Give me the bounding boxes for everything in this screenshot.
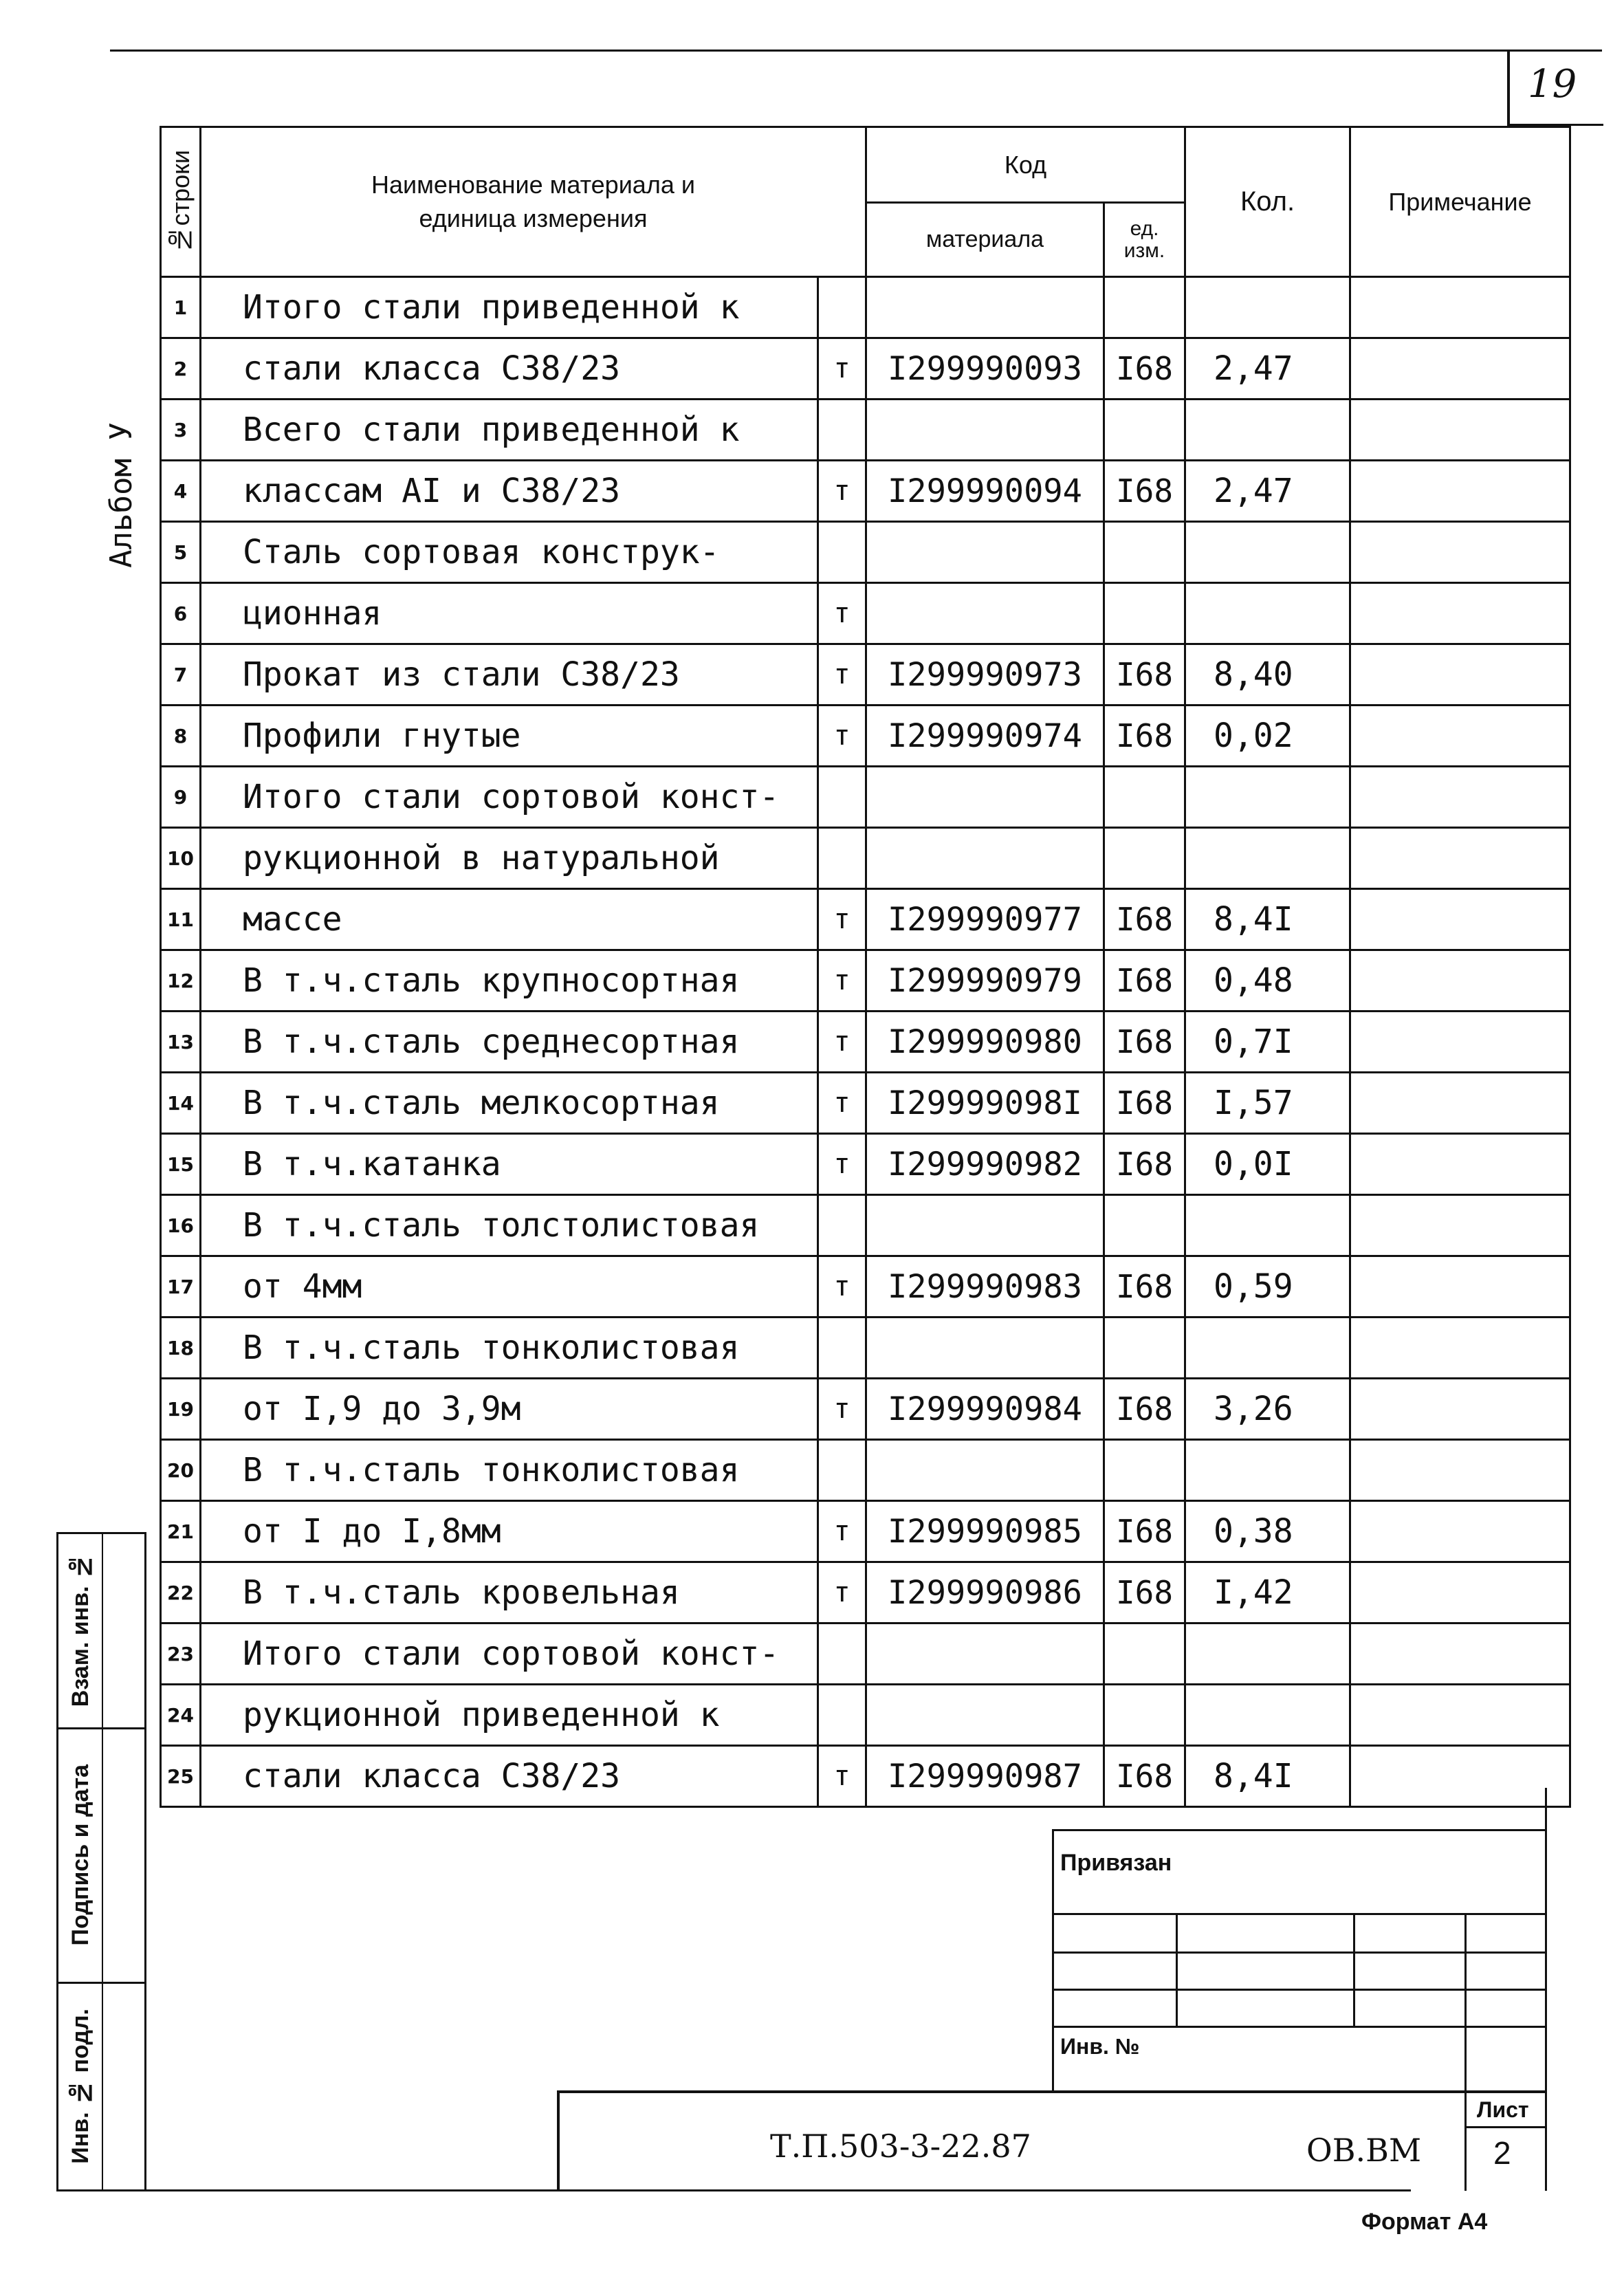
row-measure: I68 bbox=[1104, 461, 1185, 522]
row-name: от I,9 до 3,9м bbox=[201, 1379, 818, 1440]
title-sheet-divider-h bbox=[1464, 2126, 1547, 2128]
row-name: В т.ч.сталь кровельная bbox=[201, 1562, 818, 1623]
format-label: Формат А4 bbox=[1361, 2209, 1488, 2235]
row-code: I299990980 bbox=[866, 1012, 1104, 1073]
row-qty bbox=[1185, 1195, 1350, 1256]
sheet-label: Лист bbox=[1477, 2097, 1529, 2122]
title-left bbox=[557, 2090, 560, 2191]
row-measure bbox=[1104, 400, 1185, 461]
row-unit: т bbox=[818, 338, 866, 400]
row-measure: I68 bbox=[1104, 1501, 1185, 1562]
table-row bbox=[161, 889, 1570, 950]
row-name: В т.ч.сталь мелкосортная bbox=[201, 1073, 818, 1134]
row-note bbox=[1350, 950, 1570, 1012]
row-code: I299990984 bbox=[866, 1379, 1104, 1440]
table-row bbox=[161, 706, 1570, 767]
row-code bbox=[866, 1195, 1104, 1256]
row-code: I299990977 bbox=[866, 889, 1104, 950]
privyazan-v3 bbox=[1464, 1913, 1467, 2090]
privyazan-h3 bbox=[1052, 1989, 1547, 1991]
row-number: 14 bbox=[161, 1073, 201, 1134]
row-unit: т bbox=[818, 1134, 866, 1195]
table-body bbox=[161, 277, 1570, 1807]
row-name: стали класса С38/23 bbox=[201, 1746, 818, 1807]
row-measure: I68 bbox=[1104, 644, 1185, 706]
row-name: В т.ч.сталь тонколистовая bbox=[201, 1318, 818, 1379]
row-note bbox=[1350, 1562, 1570, 1623]
top-rule bbox=[110, 50, 1602, 52]
row-unit: т bbox=[818, 1012, 866, 1073]
row-code: I29999098I bbox=[866, 1073, 1104, 1134]
row-number: 10 bbox=[161, 828, 201, 889]
row-qty: 2,47 bbox=[1185, 338, 1350, 400]
privyazan-h2 bbox=[1052, 1952, 1547, 1954]
privyazan-h1 bbox=[1052, 1913, 1547, 1915]
header-row-no-text: №строки bbox=[166, 149, 195, 254]
row-note bbox=[1350, 1440, 1570, 1501]
row-note bbox=[1350, 1501, 1570, 1562]
row-measure bbox=[1104, 1623, 1185, 1685]
row-measure: I68 bbox=[1104, 1379, 1185, 1440]
privyazan-h4 bbox=[1052, 2026, 1547, 2028]
row-note bbox=[1350, 767, 1570, 828]
row-name: Прокат из стали С38/23 bbox=[201, 644, 818, 706]
row-name: стали класса С38/23 bbox=[201, 338, 818, 400]
row-note bbox=[1350, 1256, 1570, 1318]
table-row bbox=[161, 1073, 1570, 1134]
row-qty: 0,48 bbox=[1185, 950, 1350, 1012]
side-stamp-podpis bbox=[59, 1730, 102, 1980]
row-qty: 0,02 bbox=[1185, 706, 1350, 767]
row-number: 19 bbox=[161, 1379, 201, 1440]
table-row bbox=[161, 1562, 1570, 1623]
side-stamp-divider-2 bbox=[56, 1982, 146, 1984]
sheet-corner-number: 19 bbox=[1528, 62, 1577, 107]
row-name: Всего стали приведенной к bbox=[201, 400, 818, 461]
header-code-material: материала bbox=[866, 203, 1104, 277]
table-row bbox=[161, 338, 1570, 400]
corner-box-left bbox=[1507, 50, 1510, 125]
table-row bbox=[161, 1685, 1570, 1746]
row-name: рукционной приведенной к bbox=[201, 1685, 818, 1746]
row-qty bbox=[1185, 828, 1350, 889]
row-number: 9 bbox=[161, 767, 201, 828]
row-note bbox=[1350, 1746, 1570, 1807]
row-code: I299990982 bbox=[866, 1134, 1104, 1195]
row-unit bbox=[818, 400, 866, 461]
table-row bbox=[161, 1501, 1570, 1562]
row-unit bbox=[818, 1440, 866, 1501]
row-unit: т bbox=[818, 583, 866, 644]
row-note bbox=[1350, 1195, 1570, 1256]
row-code bbox=[866, 1318, 1104, 1379]
row-note bbox=[1350, 1073, 1570, 1134]
side-stamp-divider-1 bbox=[56, 1727, 146, 1729]
table-row bbox=[161, 1746, 1570, 1807]
row-code bbox=[866, 1440, 1104, 1501]
row-code: I299990987 bbox=[866, 1746, 1104, 1807]
row-qty: 3,26 bbox=[1185, 1379, 1350, 1440]
material-spec-table bbox=[160, 126, 1571, 1808]
table-row bbox=[161, 1134, 1570, 1195]
row-note bbox=[1350, 461, 1570, 522]
row-qty: 0,59 bbox=[1185, 1256, 1350, 1318]
row-number: 17 bbox=[161, 1256, 201, 1318]
row-qty bbox=[1185, 1318, 1350, 1379]
title-top bbox=[557, 2090, 1547, 2093]
privyazan-v2 bbox=[1353, 1913, 1355, 2026]
row-qty: 8,4I bbox=[1185, 889, 1350, 950]
row-qty bbox=[1185, 1440, 1350, 1501]
row-code: I299990974 bbox=[866, 706, 1104, 767]
row-note bbox=[1350, 889, 1570, 950]
row-note bbox=[1350, 583, 1570, 644]
row-name: массе bbox=[201, 889, 818, 950]
row-qty bbox=[1185, 1685, 1350, 1746]
table-row bbox=[161, 461, 1570, 522]
row-code bbox=[866, 1623, 1104, 1685]
table-row bbox=[161, 583, 1570, 644]
row-unit: т bbox=[818, 1256, 866, 1318]
row-unit: т bbox=[818, 706, 866, 767]
table-row bbox=[161, 828, 1570, 889]
title-designation: Т.П.503-3-22.87 bbox=[770, 2128, 1031, 2165]
row-number: 20 bbox=[161, 1440, 201, 1501]
row-note bbox=[1350, 1685, 1570, 1746]
row-number: 21 bbox=[161, 1501, 201, 1562]
table-row bbox=[161, 1256, 1570, 1318]
row-unit: т bbox=[818, 1746, 866, 1807]
table-row bbox=[161, 1379, 1570, 1440]
row-name: Итого стали сортовой конст- bbox=[201, 1623, 818, 1685]
table-row bbox=[161, 1195, 1570, 1256]
row-number: 18 bbox=[161, 1318, 201, 1379]
album-label bbox=[100, 385, 142, 605]
row-number: 2 bbox=[161, 338, 201, 400]
row-note bbox=[1350, 338, 1570, 400]
table-row bbox=[161, 950, 1570, 1012]
row-note bbox=[1350, 522, 1570, 583]
row-note bbox=[1350, 1134, 1570, 1195]
row-number: 7 bbox=[161, 644, 201, 706]
row-code: I299990093 bbox=[866, 338, 1104, 400]
row-number: 1 bbox=[161, 277, 201, 338]
header-note: Примечание bbox=[1350, 127, 1570, 277]
table-row bbox=[161, 277, 1570, 338]
row-measure bbox=[1104, 767, 1185, 828]
row-number: 11 bbox=[161, 889, 201, 950]
row-qty bbox=[1185, 400, 1350, 461]
row-measure: I68 bbox=[1104, 1012, 1185, 1073]
row-unit bbox=[818, 1685, 866, 1746]
row-qty: 0,7I bbox=[1185, 1012, 1350, 1073]
row-number: 22 bbox=[161, 1562, 201, 1623]
row-note bbox=[1350, 277, 1570, 338]
side-stamp-inner-line bbox=[102, 1532, 103, 2191]
row-measure: I68 bbox=[1104, 889, 1185, 950]
row-unit bbox=[818, 1318, 866, 1379]
row-unit: т bbox=[818, 950, 866, 1012]
side-stamp-top bbox=[56, 1532, 146, 1534]
row-code bbox=[866, 767, 1104, 828]
privyazan-v1 bbox=[1176, 1913, 1178, 2026]
side-stamp-vzam-text: Взам. инв. № bbox=[67, 1553, 94, 1707]
table-row bbox=[161, 1623, 1570, 1685]
header-qty: Кол. bbox=[1185, 127, 1350, 277]
row-unit: т bbox=[818, 644, 866, 706]
row-number: 12 bbox=[161, 950, 201, 1012]
row-number: 3 bbox=[161, 400, 201, 461]
row-name: Итого стали сортовой конст- bbox=[201, 767, 818, 828]
row-measure bbox=[1104, 583, 1185, 644]
row-number: 5 bbox=[161, 522, 201, 583]
row-note bbox=[1350, 828, 1570, 889]
row-name: рукционной в натуральной bbox=[201, 828, 818, 889]
row-unit: т bbox=[818, 1501, 866, 1562]
row-note bbox=[1350, 1379, 1570, 1440]
row-measure: I68 bbox=[1104, 338, 1185, 400]
row-unit: т bbox=[818, 889, 866, 950]
row-code: I299990985 bbox=[866, 1501, 1104, 1562]
row-qty bbox=[1185, 583, 1350, 644]
row-name: В т.ч.сталь крупносортная bbox=[201, 950, 818, 1012]
row-measure: I68 bbox=[1104, 706, 1185, 767]
row-measure bbox=[1104, 1195, 1185, 1256]
row-qty: I,57 bbox=[1185, 1073, 1350, 1134]
row-unit bbox=[818, 277, 866, 338]
row-unit bbox=[818, 828, 866, 889]
row-number: 4 bbox=[161, 461, 201, 522]
row-measure bbox=[1104, 1685, 1185, 1746]
privyazan-label: Привязан bbox=[1060, 1850, 1172, 1876]
row-qty bbox=[1185, 1623, 1350, 1685]
sheet-number: 2 bbox=[1493, 2135, 1511, 2171]
row-number: 15 bbox=[161, 1134, 201, 1195]
row-number: 24 bbox=[161, 1685, 201, 1746]
row-name: В т.ч.сталь среднесортная bbox=[201, 1012, 818, 1073]
row-qty: 0,38 bbox=[1185, 1501, 1350, 1562]
table-row bbox=[161, 400, 1570, 461]
title-code: ОВ.ВМ bbox=[1306, 2132, 1422, 2169]
row-name: В т.ч.сталь тонколистовая bbox=[201, 1440, 818, 1501]
row-note bbox=[1350, 1623, 1570, 1685]
row-code bbox=[866, 1685, 1104, 1746]
header-name bbox=[201, 127, 866, 277]
table-row bbox=[161, 1318, 1570, 1379]
row-unit: т bbox=[818, 1562, 866, 1623]
table-row bbox=[161, 1012, 1570, 1073]
row-number: 13 bbox=[161, 1012, 201, 1073]
row-qty: 0,0I bbox=[1185, 1134, 1350, 1195]
side-stamp-inv-podl-text: Инв. № подл. bbox=[67, 2009, 94, 2164]
privyazan-top bbox=[1052, 1829, 1547, 1831]
row-note bbox=[1350, 1318, 1570, 1379]
row-code bbox=[866, 583, 1104, 644]
row-number: 8 bbox=[161, 706, 201, 767]
table-row bbox=[161, 1440, 1570, 1501]
table-row bbox=[161, 522, 1570, 583]
row-code bbox=[866, 828, 1104, 889]
row-qty bbox=[1185, 522, 1350, 583]
row-unit: т bbox=[818, 461, 866, 522]
row-measure bbox=[1104, 1440, 1185, 1501]
row-measure: I68 bbox=[1104, 1134, 1185, 1195]
row-name: Сталь сортовая конструк- bbox=[201, 522, 818, 583]
side-stamp-left bbox=[56, 1532, 58, 2191]
row-note bbox=[1350, 400, 1570, 461]
row-name: Итого стали приведенной к bbox=[201, 277, 818, 338]
header-row-no bbox=[161, 127, 201, 277]
row-unit: т bbox=[818, 1073, 866, 1134]
row-code: I299990979 bbox=[866, 950, 1104, 1012]
row-note bbox=[1350, 706, 1570, 767]
row-name: ционная bbox=[201, 583, 818, 644]
row-measure: I68 bbox=[1104, 1073, 1185, 1134]
row-code bbox=[866, 277, 1104, 338]
row-measure: I68 bbox=[1104, 1562, 1185, 1623]
header-code-group: Код bbox=[866, 127, 1185, 203]
row-number: 16 bbox=[161, 1195, 201, 1256]
row-measure bbox=[1104, 522, 1185, 583]
row-number: 6 bbox=[161, 583, 201, 644]
row-name: от 4мм bbox=[201, 1256, 818, 1318]
row-number: 23 bbox=[161, 1623, 201, 1685]
row-code: I299990983 bbox=[866, 1256, 1104, 1318]
side-stamp-podpis-text: Подпись и дата bbox=[67, 1764, 94, 1946]
album-label-text: Альбом У bbox=[103, 422, 139, 568]
row-name: В т.ч.катанка bbox=[201, 1134, 818, 1195]
row-name: от I до I,8мм bbox=[201, 1501, 818, 1562]
inv-no-label: Инв. № bbox=[1060, 2034, 1140, 2059]
row-unit bbox=[818, 1623, 866, 1685]
row-unit bbox=[818, 767, 866, 828]
row-qty: 2,47 bbox=[1185, 461, 1350, 522]
table-row bbox=[161, 767, 1570, 828]
row-measure bbox=[1104, 277, 1185, 338]
row-measure bbox=[1104, 828, 1185, 889]
row-name: Профили гнутые bbox=[201, 706, 818, 767]
row-measure: I68 bbox=[1104, 1746, 1185, 1807]
table-row bbox=[161, 644, 1570, 706]
row-name: В т.ч.сталь толстолистовая bbox=[201, 1195, 818, 1256]
row-unit bbox=[818, 522, 866, 583]
row-number: 25 bbox=[161, 1746, 201, 1807]
row-qty bbox=[1185, 277, 1350, 338]
row-code: I299990986 bbox=[866, 1562, 1104, 1623]
row-measure bbox=[1104, 1318, 1185, 1379]
row-qty: I,42 bbox=[1185, 1562, 1350, 1623]
row-note bbox=[1350, 1012, 1570, 1073]
privyazan-left bbox=[1052, 1829, 1054, 2090]
row-unit bbox=[818, 1195, 866, 1256]
row-measure: I68 bbox=[1104, 1256, 1185, 1318]
side-stamp-bottom bbox=[56, 2189, 1411, 2191]
header-code-unit: ед. изм. bbox=[1104, 203, 1185, 277]
row-qty: 8,40 bbox=[1185, 644, 1350, 706]
title-sheet-divider-v bbox=[1464, 2090, 1467, 2191]
row-note bbox=[1350, 644, 1570, 706]
side-stamp-right bbox=[144, 1532, 146, 2191]
row-qty: 8,4I bbox=[1185, 1746, 1350, 1807]
row-measure: I68 bbox=[1104, 950, 1185, 1012]
side-stamp-vzam bbox=[59, 1535, 102, 1726]
header-name-text: Наименование материала и единица измерения bbox=[371, 170, 695, 232]
row-code: I299990094 bbox=[866, 461, 1104, 522]
row-qty bbox=[1185, 767, 1350, 828]
side-stamp-inv-podl bbox=[59, 1985, 102, 2188]
row-code: I299990973 bbox=[866, 644, 1104, 706]
row-unit: т bbox=[818, 1379, 866, 1440]
row-code bbox=[866, 522, 1104, 583]
row-code bbox=[866, 400, 1104, 461]
row-name: классам AI и С38/23 bbox=[201, 461, 818, 522]
